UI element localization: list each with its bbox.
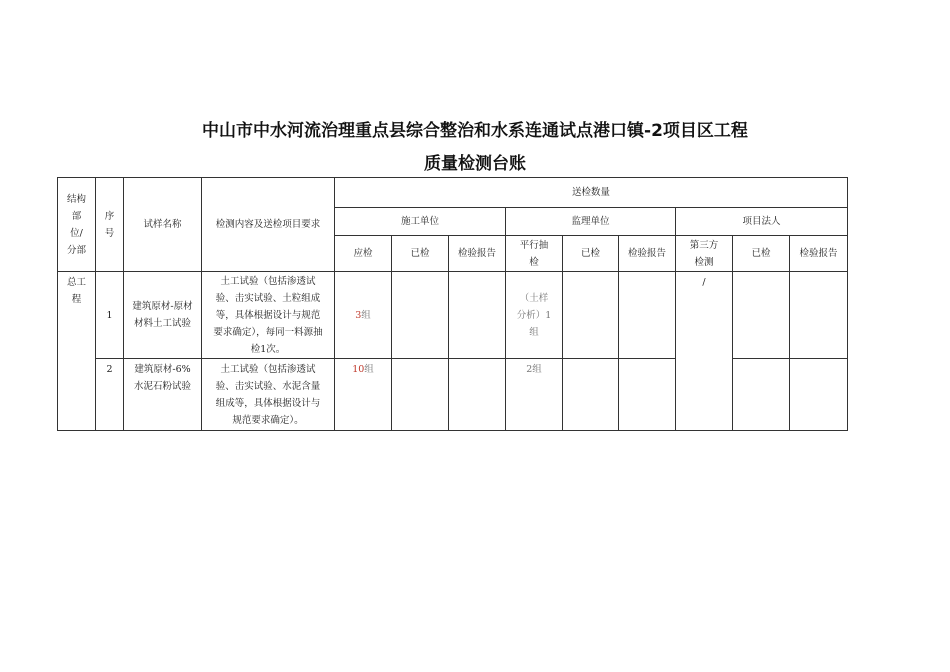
- header-done-owner: 已检: [733, 236, 790, 272]
- header-contractor: 施工单位: [335, 208, 506, 236]
- due-count: 3: [355, 309, 362, 321]
- header-row-1: [58, 178, 848, 208]
- row-done-owner: [733, 272, 790, 359]
- header-report-supervisor: 检验报告: [619, 236, 676, 272]
- row-report-supervisor: [619, 359, 676, 431]
- header-done-supervisor: 已检: [563, 236, 619, 272]
- header-due: 应检: [335, 236, 392, 272]
- header-supervisor: 监理单位: [506, 208, 676, 236]
- row-parallel-sampling: 2组: [506, 359, 563, 431]
- row-test-content: 土工试验（包括渗透试验、击实试验、土粒组成等，具体根据设计与规范要求确定），每同一料源抽检1次。: [202, 272, 335, 359]
- row-done-contractor: [392, 272, 449, 359]
- header-report-contractor: 检验报告: [449, 236, 506, 272]
- due-count: 10: [352, 364, 365, 375]
- row-report-contractor: [449, 272, 506, 359]
- row-sample-name: 建筑原材-原材材料土工试验: [124, 272, 202, 359]
- header-third-party: 第三方检测: [676, 236, 733, 272]
- row-done-contractor: [392, 359, 449, 431]
- header-send-quantity: 送检数量: [335, 178, 848, 208]
- row-unit: 总工程: [58, 272, 96, 431]
- row-report-contractor: [449, 359, 506, 431]
- row-done-owner: [733, 359, 790, 431]
- document-title: 中山市中水河流治理重点县综合整治和水系连通试点港口镇-2项目区工程: [202, 121, 748, 141]
- row-report-supervisor: [619, 272, 676, 359]
- table-row: [58, 272, 848, 359]
- row-due: [335, 272, 392, 359]
- quality-inspection-ledger-table: [57, 177, 848, 431]
- row-parallel-sampling: （土样分析）1组: [506, 272, 563, 359]
- row-seq: 1: [96, 272, 124, 359]
- row-sample-name: 建筑原材-6%水泥石粉试验: [124, 359, 202, 431]
- due-unit: 组: [361, 309, 371, 321]
- row-third-party: /: [676, 272, 733, 431]
- header-unit: 结构部位/分部: [58, 178, 96, 272]
- row-done-supervisor: [563, 359, 619, 431]
- row-seq: 2: [96, 359, 124, 431]
- header-test-content: 检测内容及送检项目要求: [202, 178, 335, 272]
- header-seq: 序号: [96, 178, 124, 272]
- row-report-owner: [790, 272, 848, 359]
- row-due: [335, 359, 392, 431]
- row-report-owner: [790, 359, 848, 431]
- row-test-content: 土工试验（包括渗透试验、击实试验、水泥含量组成等，具体根据设计与规范要求确定）。: [202, 359, 335, 431]
- header-done-contractor: 已检: [392, 236, 449, 272]
- row-done-supervisor: [563, 272, 619, 359]
- header-sample-name: 试样名称: [124, 178, 202, 272]
- header-report-owner: 检验报告: [790, 236, 848, 272]
- document-subtitle: 质量检测台账: [424, 154, 526, 174]
- header-parallel-sampling: 平行抽检: [506, 236, 563, 272]
- header-project-owner: 项目法人: [676, 208, 848, 236]
- due-unit: 组: [364, 364, 374, 375]
